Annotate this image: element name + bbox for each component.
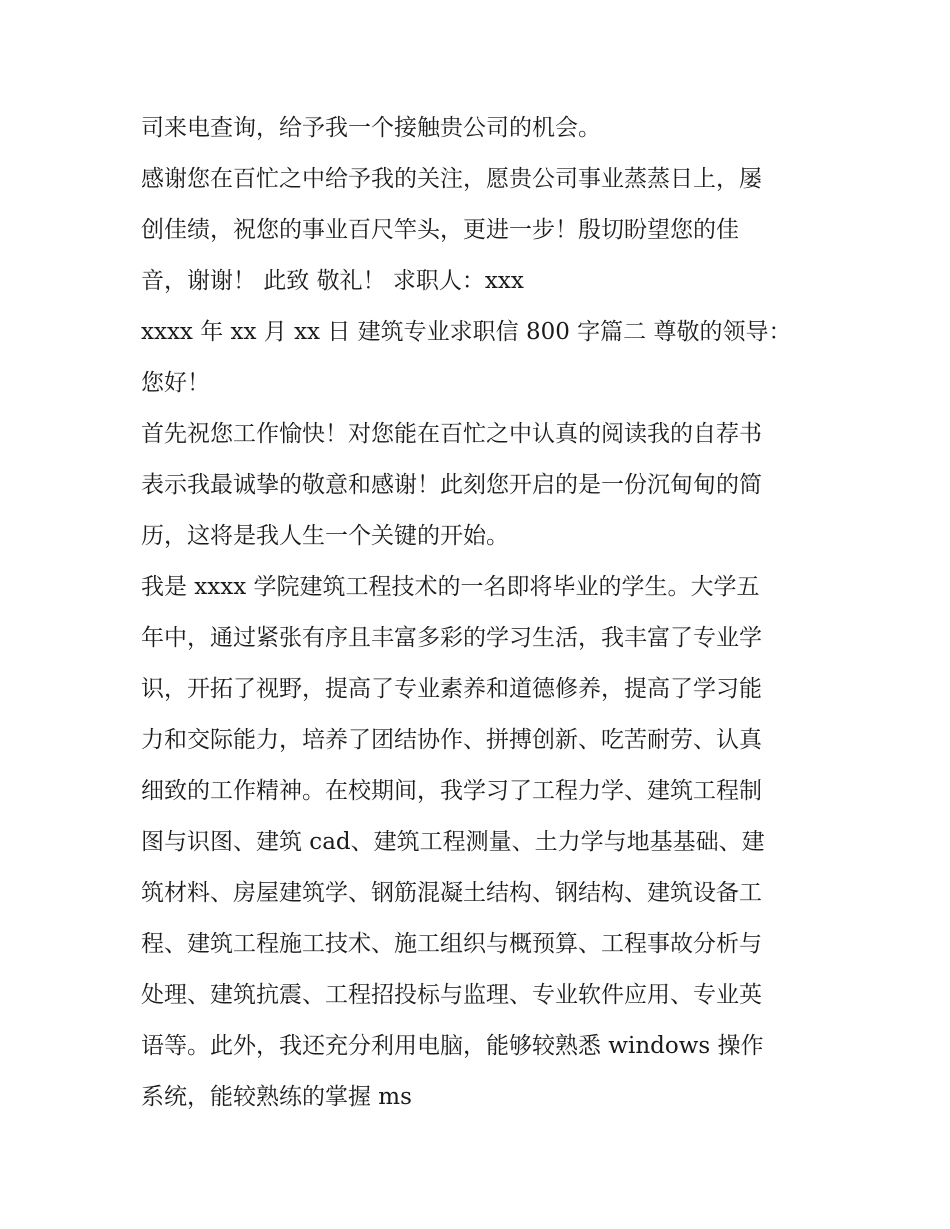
text-line: 首先祝您工作愉快！对您能在百忙之中认真的阅读我的自荐书 — [141, 421, 762, 447]
text-line: 程、建筑工程施工技术、施工组织与概预算、工程事故分析与 — [141, 931, 762, 957]
text-line: 创佳绩，祝您的事业百尺竿头，更进一步！殷切盼望您的佳 — [141, 217, 739, 243]
text-line: 司来电查询，给予我一个接触贵公司的机会。 — [141, 115, 601, 141]
text-line: xxxx 年 xx 月 xx 日 建筑专业求职信 800 字篇二 尊敬的领导： — [141, 319, 792, 345]
text-line: 我是 xxxx 学院建筑工程技术的一名即将毕业的学生。大学五 — [141, 574, 760, 600]
text-line: 感谢您在百忙之中给予我的关注，愿贵公司事业蒸蒸日上，屡 — [141, 166, 762, 192]
text-line: 图与识图、建筑 cad、建筑工程测量、土力学与地基基础、建 — [141, 829, 765, 855]
text-line: 表示我最诚挚的敬意和感谢！此刻您开启的是一份沉甸甸的简 — [141, 472, 762, 498]
text-line: 年中，通过紧张有序且丰富多彩的学习生活，我丰富了专业学 — [141, 625, 762, 651]
text-line: 系统，能较熟练的掌握 ms — [141, 1084, 412, 1110]
text-line: 处理、建筑抗震、工程招投标与监理、专业软件应用、专业英 — [141, 982, 762, 1008]
text-line: 力和交际能力，培养了团结协作、拼搏创新、吃苦耐劳、认真 — [141, 727, 762, 753]
text-line: 识，开拓了视野，提高了专业素养和道德修养，提高了学习能 — [141, 676, 762, 702]
text-line: 历，这将是我人生一个关键的开始。 — [141, 523, 509, 549]
text-line: 细致的工作精神。在校期间，我学习了工程力学、建筑工程制 — [141, 778, 762, 804]
text-line: 您好！ — [141, 370, 210, 396]
text-line: 筑材料、房屋建筑学、钢筋混凝土结构、钢结构、建筑设备工 — [141, 880, 762, 906]
text-line: 音，谢谢！ 此致 敬礼！ 求职人：xxx — [141, 268, 524, 294]
text-line: 语等。此外，我还充分利用电脑，能够较熟悉 windows 操作 — [141, 1033, 764, 1059]
